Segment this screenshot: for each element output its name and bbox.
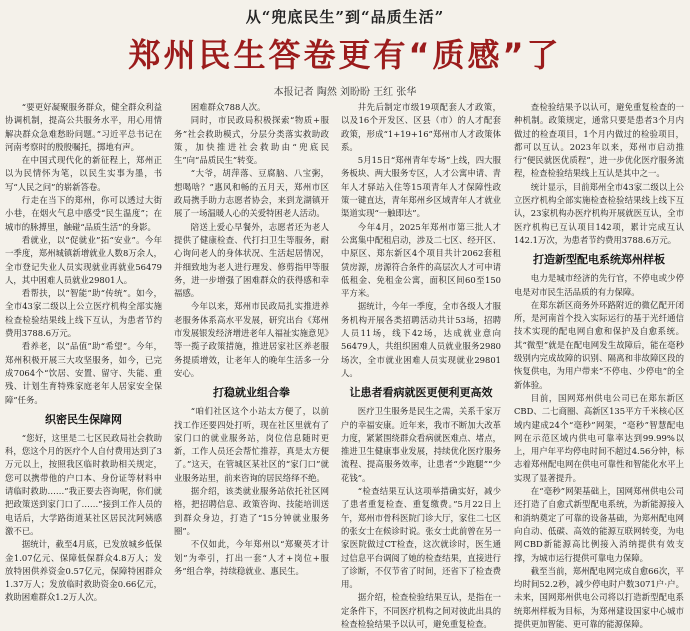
paragraph: “要更好凝聚服务群众，健全群众利益协调机制，提高公共服务水平，用心用情解决群众急难愁盼问题。”习近平总书记在河南考察时的殷殷嘱托，掷地有声。 [5,102,162,152]
headline: 郑州民生答卷更有“质感”了 [128,36,562,74]
paragraph: 看养老，以“品值”助“希望”。今年，郑州积极开展三大攻坚服务，如今，已完成7064个“饮居、安置、留守、失能、重残、计划生育特殊家庭老年人居家安全保障”任务。 [5,341,162,405]
article-body [0,101,690,629]
subheading: 打造新型配电系统郑州样板 [533,253,665,267]
paragraph: 据介绍，检查检验结果互认，是指在一定条件下，不同医疗机构之间对彼此出具的检查检验结果予以认可，避免重复检查。 [341,592,501,629]
kicker: 从“兜底民生”到“品质生活” [245,8,445,26]
paragraph: 行走在当下的郑州，你可以透过大街小巷，在烟火气息中感受“民生温度”；在城市的脉搏里，触碰“品质生活”的身影。 [5,195,162,232]
paragraph: 困难群众788人次。 [190,102,266,112]
paragraph: 看帮扶，以“智能”助“传统”。如今，全市43家二级以上公立医疗机构全部实施检查检验结果线上线下互认，为患者节约费用3788.6万元。 [5,288,162,339]
paragraph: 据统计，截至4月底，已发放城乡低保金1.07亿元、保障低保群众4.8万人；发放特困供养资金0.57亿元，保障特困群众1.37万人；发放临时救助资金0.66亿元，救助困难群众1.2万人次。 [5,539,162,603]
paragraph: 看就业，以“促就业”拓“安业”。今年一季度，郑州城镇新增就业人数8万余人，全市登记失业人员实现就业再就业56479人，其中困难人员就业29801人。 [5,234,162,285]
subheading: 打稳就业组合拳 [213,386,290,400]
paragraph: 在郑东新区商务外环路附近的微亿配开闭所，是河南首个投入实际运行的基于光纤通信技术实现的配电网自愈和保护及自愈系统。其“微型”就是在配电网发生故障后，能在毫秒级别内完成故障的识别、隔离和非故障区段的恢复供电，为用户带来“不停电、少停电”的全新体验。 [514,299,684,390]
paragraph: 今年4月，2025年郑州市第三批人才公寓集中配租启动，涉及二七区、经开区、中原区、郑东新区4个项目共计2062套租赁房源，房源符合条件的高层次人才可申请低租金、免租金公寓，面积区间60至150平方米。 [341,221,501,299]
paragraph: “您好，这里是二七区民政局社会救助科，您这个月的医疗个人自付费用达到了3万元以上，按照我区临时救助相关规定，您可以携带他的户口本、身份证等材料申请临时救助……”我正要去咨询呢，你们就把政策送到家门口了……”接到工作人员的电话后，大学路街道某社区居民沈阿姨感激不已。 [5,432,162,536]
paragraph: 井先后制定市级19项配套人才政策，以及16个开发区、区县（市）的人才配套政策，形成“1+19+16”郑州市人才政策体系。 [341,102,501,152]
paragraph: 5月15日“郑州青年专场”上线，四大服务板块、两大服务专区，人才公寓申请、青年人才驿站入住等15项青年人才保障性政策一键直达，青年郑州乡区域青年人才就业渠道实现“一触即达”。 [341,155,501,219]
paragraph: 据统计，今年一季度，全市各级人才服务机构开展各类招聘活动共计53场，招聘人员11场，线下42场，达成就业意向56479人，共组织困难人员就业服务2980场次，全市就业困难人员实现就业29801人。 [341,301,501,378]
paragraph: 电力是城市经济的先行官，不停电或少停电是对市民生活品质的有力保障。 [514,273,684,297]
paragraph: 统计显示，目前郑州全市43家二级以上公立医疗机构全部实施检查检验结果线上线下互认，23家机构办医疗机构开展就医互认，全市医疗机构已互认项目142项，累计完成互认142.1万次，为患者节约费用3788.6万元。 [514,181,684,245]
subheading: 织密民生保障网 [45,412,122,426]
paragraph: 在“毫秒”网架基础上，国网郑州供电公司还打造了自愈式新型配电系统，为新能源接入和消纳奠定了可靠的设备基础，为郑州配电网向自动、低碳、高效的能源互联网转变，为电网CBD新能源高比例接入消纳提供有效支撑，为城市运行提供可靠电力保障。 [514,486,684,563]
column-2 [174,101,329,576]
paragraph: 据介绍，该类就业服务站依托社区网格，把招聘信息、政策咨询、技能培训送到群众身边，打造了“15分钟就业服务圈”。 [174,486,329,536]
paragraph: 在中国式现代化的新征程上，郑州正以为民情怀为笔，以民生实事为墨，书写“人民之问”的崭新答卷。 [5,155,162,192]
byline: 本报记者 陶然 刘盼盼 王红 张华 [273,87,417,98]
paragraph: “大爷，胡萍落、豆腐脑、八宝粥，想喝啥？”惠风和畅的五月天，郑州市区政局携手助力志愿者协会，来到龙湖镇开展了一场温暖人心的关爱特困老人活动。 [174,168,329,219]
paragraph: 同时，市民政局积极探索“物质+服务”社会救助模式，分层分类落实救助政策，加快推进社会救助由“兜底民生”向“品质民生”转变。 [174,115,329,166]
paragraph: 目前，国网郑州供电公司已在郑东新区CBD、二七商圈、高新区135平方千米核心区域内建成24个“毫秒”网架，“毫秒”智慧配电网在示范区域内供电可靠率达到99.99%以上，用户年平均停电时间不超过4.56分钟，标志着郑州配电网在供电可靠性和智能化水平上实现了显著提升。 [514,392,684,483]
column-1 [5,101,162,603]
paragraph: 截至当前，郑州配电网完成自愈66次，平均时间52.2秒，减少停电时户数3071户·户。未来，国网郑州供电公司将以打造新型配电系统郑州样板为目标，为郑州建设国家中心城市提供更加智能、更可靠的能源保障。 [514,565,684,629]
column-3 [341,101,501,629]
paragraph: 陪送上爱心早餐外，志愿者还为老人提供了健康检查、代打扫卫生等服务，耐心询问老人的身体状况、生活起居情况，并细致地为老人进行理发、修剪指甲等服务，进一步增强了困难群众的获得感和幸福感。 [174,221,329,299]
paragraph: “咱们社区这个小站太方便了，以前找工作还要四处打听，现在社区里就有了家门口的就业服务站，岗位信息随时更新，工作人员还会帮忙推荐，真是太方便了。”这天，在管城区某社区的“家门口”就业服务站里，前来咨询的居民络绎不绝。 [174,406,329,483]
paragraph: “检查结果互认这项举措确实好，减少了患者重复检查、重复缴费。”5月22日上午，郑州市骨科医院门诊大厅，家住二七区的张女士在候诊时说。张女士此前曾在另一家医院做过CT检查，这次就诊时，医生通过信息平台调阅了她的检查结果，直接进行了诊断，不仅节省了时间，还省下了检查费用。 [341,486,501,590]
paragraph: 查检验结果予以认可，避免重复检查的一种机制。政策规定，通常只要是患者3个月内做过的检查项目，1个月内做过的检验项目，都可以互认。2023年以来，郑州市启动推行“便民就医优质程”，进一步优化医疗服务流程，检查检验结果线上互认是其中之一。 [514,102,684,179]
subheading: 让患者看病就医更便利更高效 [349,386,493,400]
paragraph: 不仅如此，今年郑州以“郑聚英才计划”为牵引，打出一套“人才+岗位+服务”组合拳，持续稳就业、惠民生。 [174,539,329,576]
column-4 [514,101,684,629]
paragraph: 医疗卫生服务是民生之需，关系千家万户的幸福安康。近年来，我市不断加大改革力度，紧紧围绕群众看病就医难点、堵点，推进卫生健康事业发展，持续优化医疗服务流程、提高服务效率，让患者“少跑腿”“少花钱”。 [341,406,501,483]
paragraph: 今年以来，郑州市民政局扎实推进养老服务体系高水平发展，研究出台《郑州市发展银发经济增进老年人福祉实施意见》等一揽子政策措施，推进居家社区养老服务提质增效，让老年人的晚年生活多一分安心。 [174,301,329,378]
